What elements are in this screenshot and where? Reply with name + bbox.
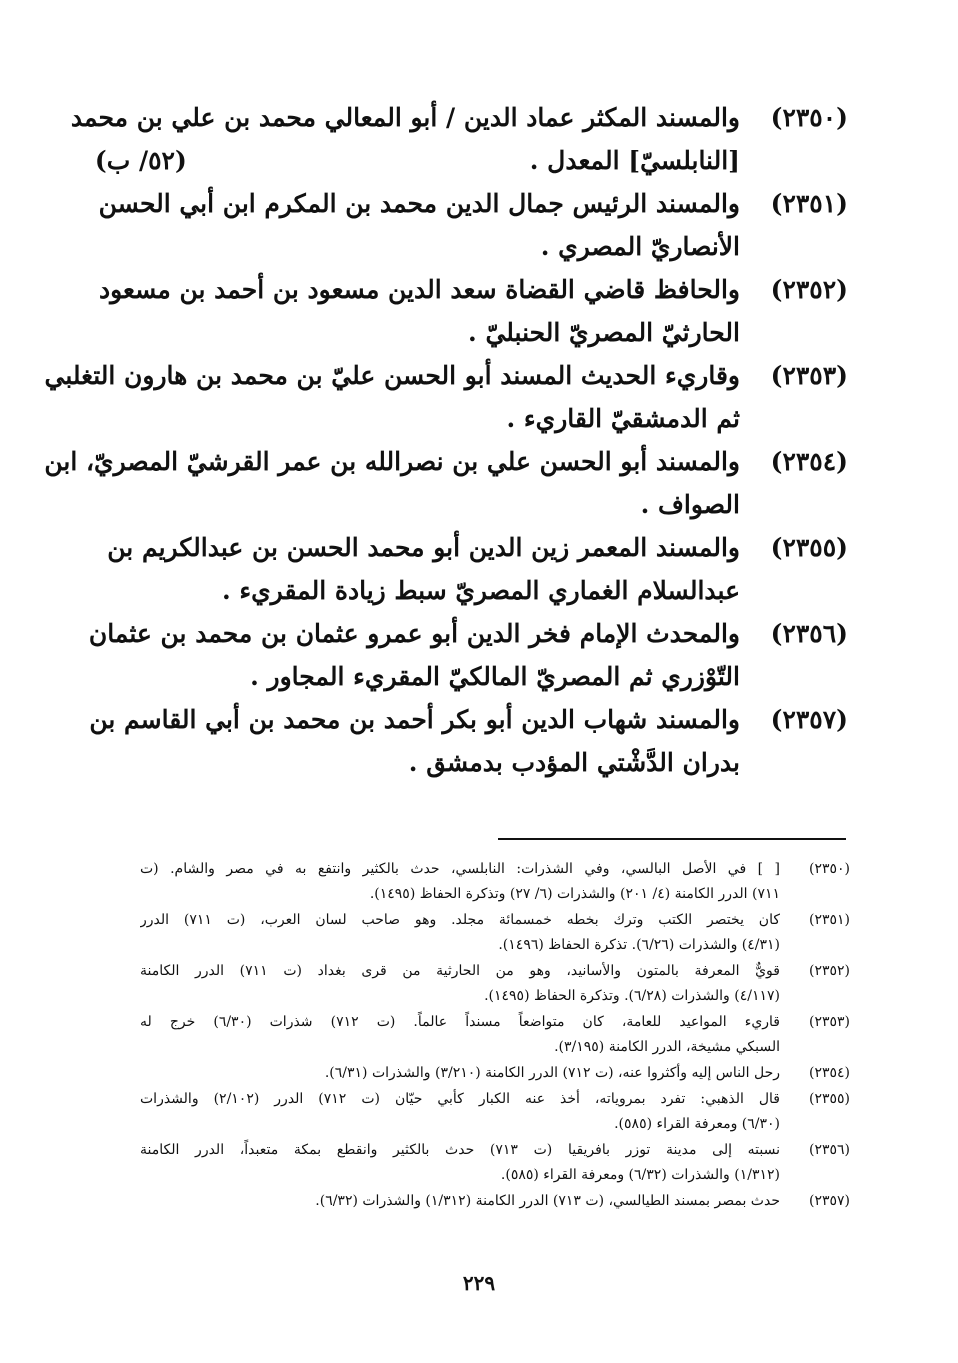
footnote-number: (٢٣٥٦) — [808, 1142, 850, 1158]
footnote-line: رحل الناس إليه وأكثروا عنه، (ت ٧١٢) الدرر الكامنة (٣/٢١٠) والشذرات (٦/٣١). — [324, 1065, 780, 1081]
footnote-line: قاريء المواعيد للعامة، كان متواضعاً مسنداً عالماً. (ت ٧١٢) شذرات (٦/٣٠) خرج له — [140, 1014, 780, 1030]
footnote-number: (٢٣٥٢) — [808, 963, 850, 979]
footnote-line: (٦/٣٠) ومعرفة القراء (٥٨٥). — [614, 1116, 780, 1132]
footnote-2350 — [140, 857, 850, 907]
entry-line: الأنصاريّ المصري . — [540, 232, 740, 261]
footnote-line: السبكي مشيخة، الدرر الكامنة (٣/١٩٥). — [554, 1039, 780, 1055]
folio-marker: (٥٢/ ب) — [94, 146, 187, 175]
footnote-line: نسبته إلى مدينة توزر بافريقيا (ت ٧١٣) حدث بالكثير وانقطع بمكة متعبداً، الدرر الكامنة — [140, 1142, 780, 1158]
entry-2357 — [89, 698, 848, 784]
footnote-line: قويٌّ المعرفة بالمتون والأسانيد، وهو من الحارثية من قرى بغداد (ت ٧١١) الدرر الكامنة — [140, 963, 780, 979]
biography-entries — [44, 96, 848, 784]
entry-line: والحافظ قاضي القضاة سعد الدين مسعود بن أحمد بن مسعود — [98, 275, 740, 304]
footnotes — [140, 857, 850, 1215]
entry-number: (٢٣٥٥) — [770, 533, 848, 562]
entry-line: الصواف . — [640, 490, 740, 519]
entry-line: عبدالسلام الغماري المصريّ سبط زيادة المقريء . — [221, 576, 740, 605]
entry-line: ثم الدمشقيّ القاريء . — [506, 404, 740, 433]
footnote-number: (٢٣٥٤) — [808, 1065, 850, 1081]
entry-line: [النابلسيّ] المعدل . — [529, 146, 740, 175]
footnote-2356 — [140, 1138, 850, 1188]
entry-number: (٢٣٥٦) — [770, 619, 848, 648]
footnote-number: (٢٣٥٠) — [808, 861, 850, 877]
entry-number: (٢٣٥١) — [770, 189, 848, 218]
entry-line: التّوْزري ثم المصريّ المالكيّ المقريء المجاور . — [250, 662, 740, 691]
entry-line: والمسند الرئيس جمال الدين محمد بن المكرم ابن أبي الحسن — [98, 189, 740, 218]
entry-2351 — [98, 182, 848, 268]
entry-2352 — [98, 268, 848, 354]
entry-line: والمحدث الإمام فخر الدين أبو عمرو عثمان بن محمد بن عثمان — [88, 619, 740, 648]
footnote-line: (٤/٣١) والشذرات (٦/٢٦). تذكرة الحفاظ (١٤٩٦). — [498, 937, 780, 953]
entry-2355 — [107, 526, 848, 612]
entry-line: الحارثيّ المصريّ الحنبليّ . — [468, 318, 740, 347]
footnote-line: كان يختصر الكتب وترك بخطه خمسمائة مجلد. وهو صاحب لسان العرب، (ت ٧١١) الدرر — [140, 912, 780, 928]
footnote-2353 — [140, 1010, 850, 1060]
entry-number: (٢٣٥٢) — [770, 275, 848, 304]
footnote-line: ٧١١) الدرر الكامنة (٤/ ٢٠١) والشذرات (٦/ ٢٧) وتذكرة الحفاظ (١٤٩٥). — [369, 886, 780, 902]
entry-number: (٢٣٥٤) — [770, 447, 848, 476]
entry-line: والمسند شهاب الدين أبو بكر أحمد بن محمد بن أبي القاسم بن — [89, 705, 740, 734]
footnote-2351 — [140, 908, 850, 958]
entry-number: (٢٣٥٠) — [770, 103, 848, 132]
footnote-line: (٤/١١٧) والشذرات (٦/٢٨). وتذكرة الحفاظ (١٤٩٥). — [484, 988, 780, 1004]
footnote-number: (٢٣٥٥) — [808, 1091, 850, 1107]
footnote-2354 — [140, 1061, 850, 1086]
entry-line: بدران الدَّشْتي المؤدب بدمشق . — [408, 748, 740, 777]
footnote-number: (٢٣٥٣) — [808, 1014, 850, 1030]
entry-2354 — [44, 440, 848, 526]
footnote-2352 — [140, 959, 850, 1009]
entry-number: (٢٣٥٧) — [770, 705, 848, 734]
entry-2356 — [88, 612, 848, 698]
entry-line: والمسند المكثر عماد الدين / أبو المعالي محمد بن علي بن محمد — [70, 103, 740, 132]
footnote-line: حدث بمصر بمسند الطيالسي، (ت ٧١٣) الدرر الكامنة (١/٣١٢) والشذرات (٦/٣٢). — [315, 1193, 780, 1209]
entry-line: وقاريء الحديث المسند أبو الحسن عليّ بن محمد بن هارون التغلبي — [44, 361, 740, 390]
footnote-number: (٢٣٥٧) — [808, 1193, 850, 1209]
footnote-line: قال الذهبي: تفرد بمروياته، أخذ عنه الكبار كأبي حيّان (ت ٧١٢) الدرر (٢/١٠٢) والشذرات — [140, 1091, 780, 1107]
footnote-number: (٢٣٥١) — [808, 912, 850, 928]
footnote-separator — [498, 838, 846, 840]
footnote-line: [ ] في الأصل البالسي، وفي الشذرات: النابلسي، حدث بالكثير وانتفع به في مصر والشام. (ت — [140, 861, 780, 877]
entry-2350 — [70, 96, 848, 182]
entry-number: (٢٣٥٣) — [770, 361, 848, 390]
entry-line: والمسند أبو الحسن علي بن نصرالله بن عمر القرشيّ المصريّ، ابن — [44, 447, 740, 476]
page-number: ٢٢٩ — [462, 1271, 496, 1295]
entry-2353 — [44, 354, 848, 440]
entry-line: والمسند المعمر زين الدين أبو محمد الحسن بن عبدالكريم بن — [107, 533, 740, 562]
footnote-line: (١/٣١٢) والشذرات (٦/٣٢) ومعرفة القراء (٥٨٥). — [500, 1167, 780, 1183]
footnote-2355 — [140, 1087, 850, 1137]
footnote-2357 — [140, 1189, 850, 1214]
